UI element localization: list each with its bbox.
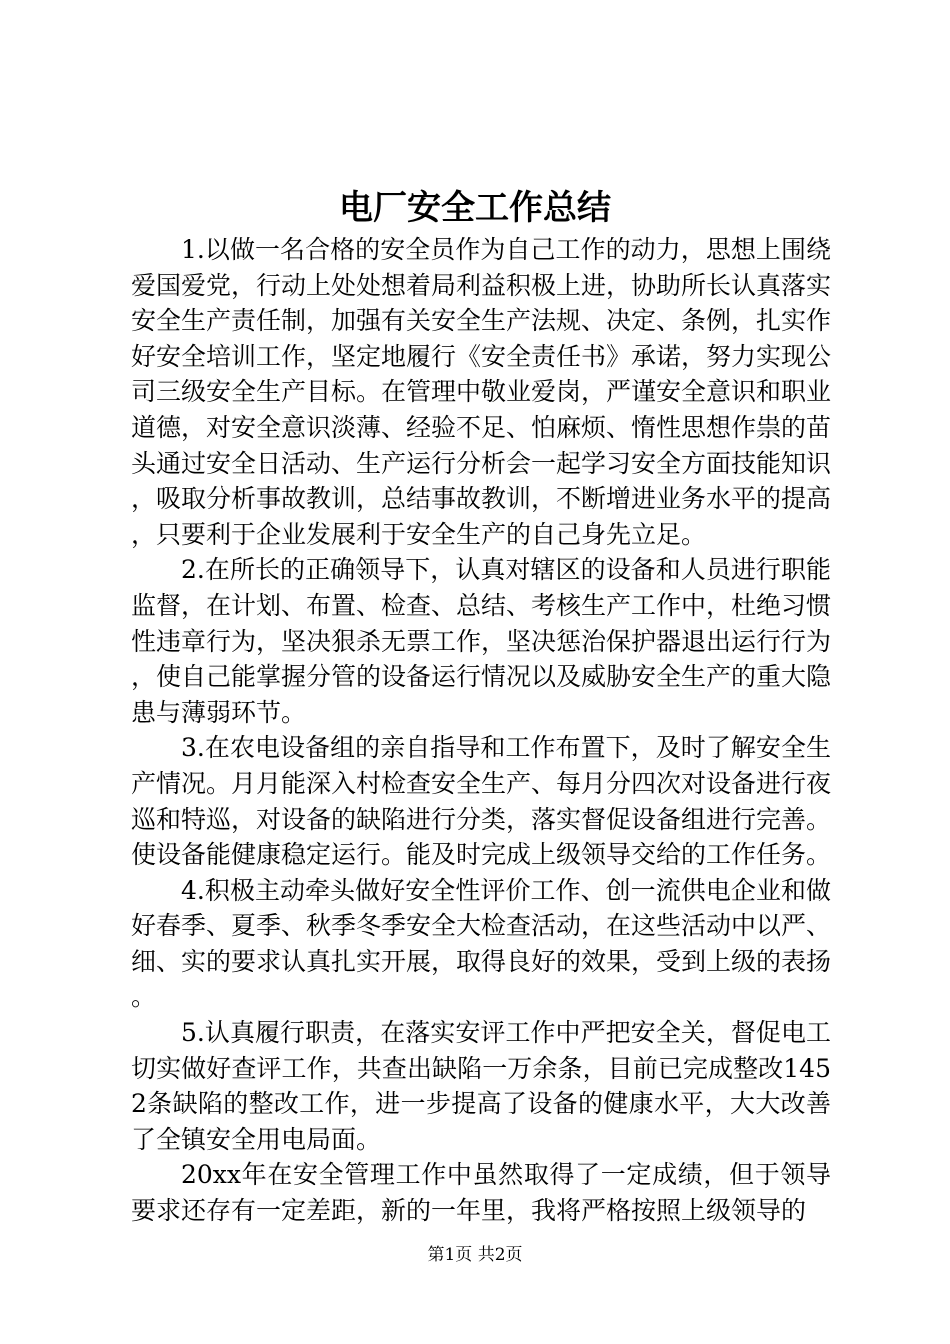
document-body — [131, 232, 831, 1229]
paragraph-3: 3.在农电设备组的亲自指导和工作布置下，及时了解安全生产情况。月月能深入村检查安全生产、每月分四次对设备进行夜巡和特巡，对设备的缺陷进行分类，落实督促设备组进行完善。使设备能健康稳定运行。能及时完成上级领导交给的工作任务。 — [131, 733, 832, 870]
paragraph-2: 2.在所长的正确领导下，认真对辖区的设备和人员进行职能监督，在计划、布置、检查、总结、考核生产工作中，杜绝习惯性违章行为，坚决狠杀无票工作，坚决惩治保护器退出运行行为，使自己能掌握分管的设备运行情况以及威胁安全生产的重大隐患与薄弱环节。 — [131, 555, 832, 727]
paragraph-6: 20xx年在安全管理工作中虽然取得了一定成绩，但于领导要求还存有一定差距，新的一年里，我将严格按照上级领导的 — [131, 1160, 831, 1226]
paragraph-5: 5.认真履行职责，在落实安评工作中严把安全关，督促电工切实做好查评工作，共查出缺陷一万余条，目前已完成整改1452条缺陷的整改工作，进一步提高了设备的健康水平，大大改善了全镇安全用电局面。 — [131, 1018, 831, 1154]
page-footer: 第1页 共2页 — [427, 1245, 523, 1265]
document-title: 电厂安全工作总结 — [339, 188, 611, 228]
paragraph-1: 1.以做一名合格的安全员作为自己工作的动力，思想上围绕爱国爱党，行动上处处想着局利益积极上进，协助所长认真落实安全生产责任制，加强有关安全生产法规、决定、条例，扎实作好安全培训工作，坚定地履行《安全责任书》承诺，努力实现公司三级安全生产目标。在管理中敬业爱岗，严谨安全意识和职业道德，对安全意识淡薄、经验不足、怕麻烦、惰性思想作祟的苗头通过安全日活动、生产运行分析会一起学习安全方面技能知识，吸取分析事故教训，总结事故教训，不断增进业务水平的提高，只要利于企业发展利于安全生产的自己身先立足。 — [131, 235, 832, 549]
paragraph-4: 4.积极主动牵头做好安全性评价工作、创一流供电企业和做好春季、夏季、秋季冬季安全大检查活动，在这些活动中以严、细、实的要求认真扎实开展，取得良好的效果，受到上级的表扬。 — [131, 875, 832, 1012]
